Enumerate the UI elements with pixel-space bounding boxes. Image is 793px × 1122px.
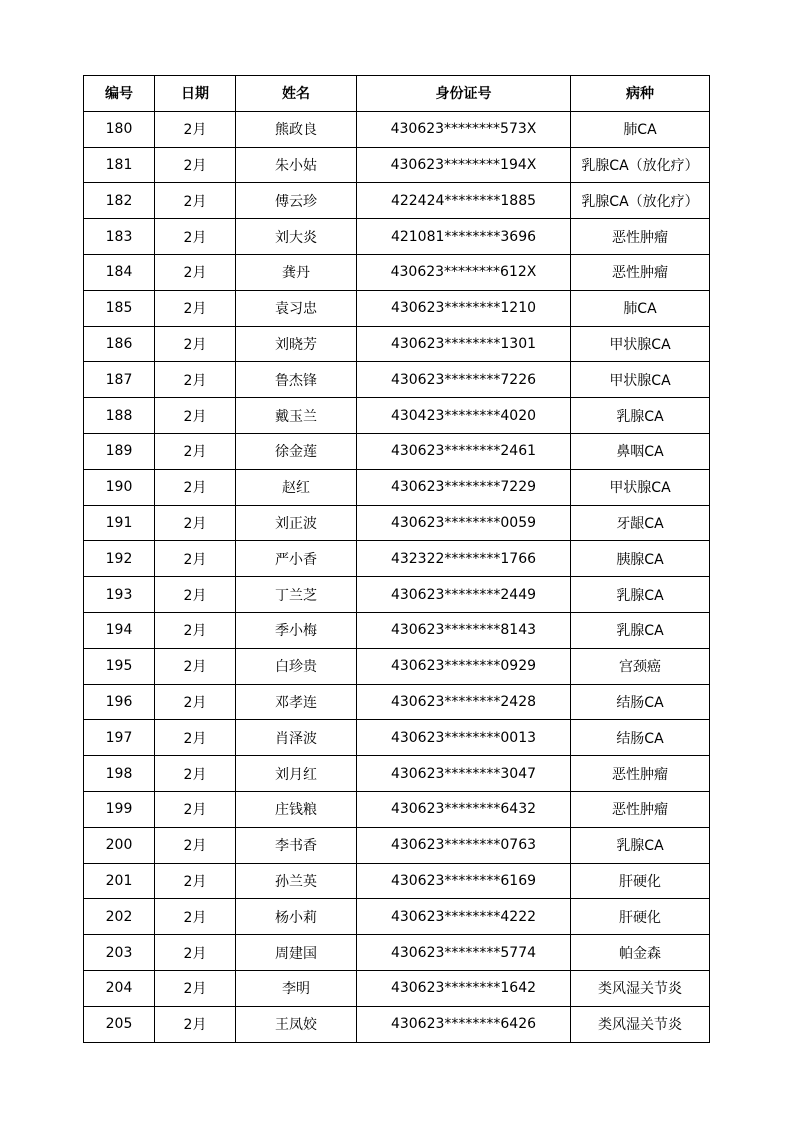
cell-number: 198	[84, 756, 155, 792]
cell-date: 2月	[155, 827, 236, 863]
cell-id-number: 432322********1766	[357, 541, 571, 577]
cell-date: 2月	[155, 970, 236, 1006]
cell-name: 严小香	[236, 541, 357, 577]
cell-date: 2月	[155, 720, 236, 756]
cell-disease: 结肠CA	[571, 720, 710, 756]
cell-name: 李明	[236, 970, 357, 1006]
cell-number: 180	[84, 111, 155, 147]
table-row	[84, 935, 710, 971]
cell-date: 2月	[155, 505, 236, 541]
cell-id-number: 430623********7229	[357, 469, 571, 505]
header-date: 日期	[155, 76, 236, 112]
cell-disease: 乳腺CA	[571, 398, 710, 434]
table-row	[84, 791, 710, 827]
cell-date: 2月	[155, 362, 236, 398]
cell-name: 刘月红	[236, 756, 357, 792]
cell-number: 193	[84, 577, 155, 613]
cell-disease: 帕金森	[571, 935, 710, 971]
cell-name: 刘晓芳	[236, 326, 357, 362]
cell-date: 2月	[155, 756, 236, 792]
cell-disease: 恶性肿瘤	[571, 254, 710, 290]
cell-id-number: 430623********1210	[357, 290, 571, 326]
header-number: 编号	[84, 76, 155, 112]
table-row	[84, 684, 710, 720]
cell-date: 2月	[155, 398, 236, 434]
cell-number: 204	[84, 970, 155, 1006]
cell-date: 2月	[155, 254, 236, 290]
cell-number: 197	[84, 720, 155, 756]
cell-name: 袁习忠	[236, 290, 357, 326]
table-row	[84, 469, 710, 505]
cell-number: 188	[84, 398, 155, 434]
table-body	[84, 111, 710, 1042]
cell-number: 203	[84, 935, 155, 971]
header-name: 姓名	[236, 76, 357, 112]
header-disease: 病种	[571, 76, 710, 112]
cell-id-number: 430623********6432	[357, 791, 571, 827]
cell-id-number: 430623********5774	[357, 935, 571, 971]
table-row	[84, 970, 710, 1006]
cell-name: 庄钱粮	[236, 791, 357, 827]
cell-id-number: 430623********4222	[357, 899, 571, 935]
cell-id-number: 430623********7226	[357, 362, 571, 398]
cell-number: 191	[84, 505, 155, 541]
cell-date: 2月	[155, 433, 236, 469]
cell-id-number: 430623********6169	[357, 863, 571, 899]
cell-id-number: 430623********194X	[357, 147, 571, 183]
cell-id-number: 430623********1301	[357, 326, 571, 362]
cell-date: 2月	[155, 219, 236, 255]
table-row	[84, 147, 710, 183]
table-row	[84, 433, 710, 469]
cell-disease: 肝硬化	[571, 899, 710, 935]
cell-date: 2月	[155, 684, 236, 720]
table-row	[84, 398, 710, 434]
cell-name: 李书香	[236, 827, 357, 863]
table-row	[84, 899, 710, 935]
cell-date: 2月	[155, 791, 236, 827]
cell-name: 傅云珍	[236, 183, 357, 219]
cell-date: 2月	[155, 863, 236, 899]
cell-id-number: 430623********0929	[357, 648, 571, 684]
cell-date: 2月	[155, 147, 236, 183]
cell-id-number: 430623********0763	[357, 827, 571, 863]
cell-name: 刘大炎	[236, 219, 357, 255]
cell-disease: 恶性肿瘤	[571, 219, 710, 255]
cell-name: 王凤姣	[236, 1006, 357, 1042]
cell-id-number: 430623********3047	[357, 756, 571, 792]
cell-name: 杨小莉	[236, 899, 357, 935]
cell-name: 肖泽波	[236, 720, 357, 756]
cell-name: 徐金莲	[236, 433, 357, 469]
cell-id-number: 421081********3696	[357, 219, 571, 255]
patient-table	[83, 75, 710, 1043]
cell-disease: 乳腺CA	[571, 577, 710, 613]
cell-disease: 乳腺CA	[571, 612, 710, 648]
cell-date: 2月	[155, 541, 236, 577]
cell-disease: 甲状腺CA	[571, 326, 710, 362]
cell-id-number: 430623********6426	[357, 1006, 571, 1042]
table-row	[84, 648, 710, 684]
cell-id-number: 430623********573X	[357, 111, 571, 147]
cell-number: 192	[84, 541, 155, 577]
table-row	[84, 219, 710, 255]
cell-disease: 肺CA	[571, 290, 710, 326]
cell-disease: 宫颈癌	[571, 648, 710, 684]
cell-number: 185	[84, 290, 155, 326]
cell-id-number: 430623********2428	[357, 684, 571, 720]
cell-date: 2月	[155, 111, 236, 147]
cell-disease: 鼻咽CA	[571, 433, 710, 469]
table-row	[84, 612, 710, 648]
cell-disease: 肝硬化	[571, 863, 710, 899]
cell-disease: 乳腺CA（放化疗）	[571, 147, 710, 183]
cell-number: 183	[84, 219, 155, 255]
table-row	[84, 505, 710, 541]
cell-name: 白珍贵	[236, 648, 357, 684]
table-header-row	[84, 76, 710, 112]
cell-number: 187	[84, 362, 155, 398]
cell-date: 2月	[155, 935, 236, 971]
table-row	[84, 863, 710, 899]
cell-date: 2月	[155, 648, 236, 684]
cell-number: 186	[84, 326, 155, 362]
table-row	[84, 756, 710, 792]
cell-date: 2月	[155, 326, 236, 362]
cell-name: 朱小姑	[236, 147, 357, 183]
cell-disease: 结肠CA	[571, 684, 710, 720]
cell-disease: 甲状腺CA	[571, 469, 710, 505]
cell-id-number: 430623********0059	[357, 505, 571, 541]
cell-number: 205	[84, 1006, 155, 1042]
cell-disease: 类风湿关节炎	[571, 970, 710, 1006]
table-row	[84, 720, 710, 756]
cell-disease: 恶性肿瘤	[571, 791, 710, 827]
table-row	[84, 254, 710, 290]
cell-disease: 乳腺CA（放化疗）	[571, 183, 710, 219]
cell-id-number: 430423********4020	[357, 398, 571, 434]
cell-disease: 乳腺CA	[571, 827, 710, 863]
cell-name: 孙兰英	[236, 863, 357, 899]
cell-name: 鲁杰锋	[236, 362, 357, 398]
cell-date: 2月	[155, 1006, 236, 1042]
cell-name: 季小梅	[236, 612, 357, 648]
cell-disease: 肺CA	[571, 111, 710, 147]
cell-name: 周建国	[236, 935, 357, 971]
cell-number: 184	[84, 254, 155, 290]
header-id-number: 身份证号	[357, 76, 571, 112]
cell-date: 2月	[155, 183, 236, 219]
cell-number: 181	[84, 147, 155, 183]
cell-id-number: 430623********2449	[357, 577, 571, 613]
table-row	[84, 362, 710, 398]
cell-id-number: 430623********2461	[357, 433, 571, 469]
cell-number: 195	[84, 648, 155, 684]
cell-number: 199	[84, 791, 155, 827]
table-row	[84, 290, 710, 326]
cell-date: 2月	[155, 612, 236, 648]
cell-disease: 甲状腺CA	[571, 362, 710, 398]
table-row	[84, 541, 710, 577]
cell-id-number: 430623********1642	[357, 970, 571, 1006]
cell-number: 196	[84, 684, 155, 720]
cell-disease: 牙龈CA	[571, 505, 710, 541]
cell-number: 201	[84, 863, 155, 899]
cell-disease: 胰腺CA	[571, 541, 710, 577]
cell-name: 邓孝连	[236, 684, 357, 720]
table-row	[84, 577, 710, 613]
cell-name: 戴玉兰	[236, 398, 357, 434]
cell-id-number: 430623********612X	[357, 254, 571, 290]
table-row	[84, 1006, 710, 1042]
cell-name: 熊政良	[236, 111, 357, 147]
cell-date: 2月	[155, 290, 236, 326]
cell-number: 182	[84, 183, 155, 219]
cell-id-number: 430623********8143	[357, 612, 571, 648]
cell-number: 202	[84, 899, 155, 935]
table-row	[84, 183, 710, 219]
cell-number: 190	[84, 469, 155, 505]
table-row	[84, 111, 710, 147]
cell-id-number: 430623********0013	[357, 720, 571, 756]
cell-name: 赵红	[236, 469, 357, 505]
cell-date: 2月	[155, 899, 236, 935]
cell-name: 丁兰芝	[236, 577, 357, 613]
cell-id-number: 422424********1885	[357, 183, 571, 219]
cell-number: 189	[84, 433, 155, 469]
cell-disease: 类风湿关节炎	[571, 1006, 710, 1042]
cell-number: 200	[84, 827, 155, 863]
cell-date: 2月	[155, 577, 236, 613]
cell-name: 刘正波	[236, 505, 357, 541]
cell-date: 2月	[155, 469, 236, 505]
cell-number: 194	[84, 612, 155, 648]
table-row	[84, 827, 710, 863]
table-row	[84, 326, 710, 362]
cell-disease: 恶性肿瘤	[571, 756, 710, 792]
cell-name: 龚丹	[236, 254, 357, 290]
